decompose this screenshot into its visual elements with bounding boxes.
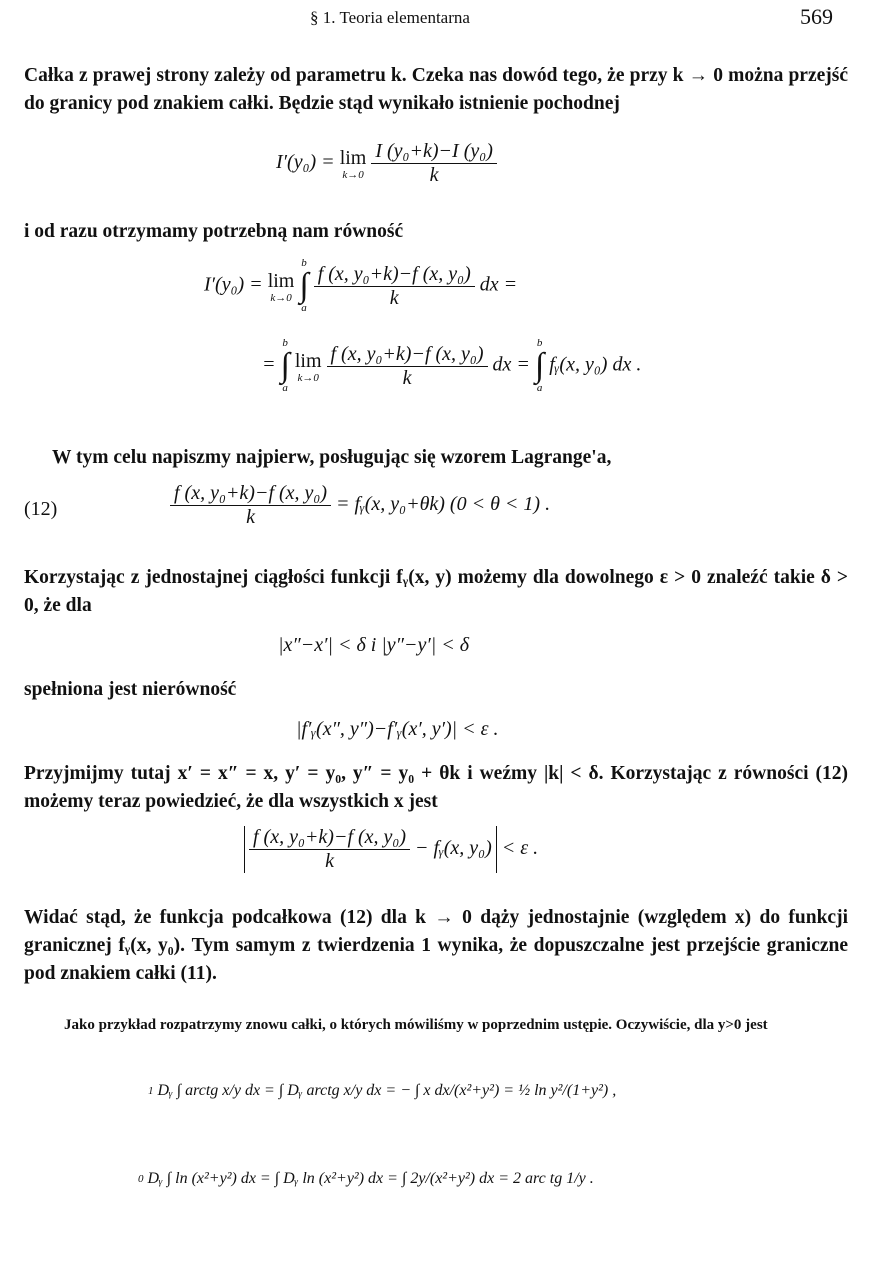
equation-derivative-limit (276, 140, 497, 187)
equation-integral-limit-1 (204, 258, 517, 314)
integral-sign: b ∫ a (299, 257, 309, 314)
lim-text: lim (267, 269, 295, 292)
eq2-fraction (314, 263, 475, 310)
eq2-tail: dx = (479, 273, 518, 296)
eq1-lhs: I′(y₀) = (276, 151, 335, 174)
equation-example-arctg (148, 1082, 616, 1100)
eq8-text: Dᵧ ∫ arctg x/y dx = ∫ Dᵧ arctg x/y dx = − ∫ x dx/(x²+y²) = ½ ln y²/(1+y²) , (157, 1082, 617, 1099)
eq3-tail: dx = (492, 353, 530, 376)
lim-sub: k→0 (270, 291, 292, 304)
eq3-rhs: fᵧ(x, y₀) dx . (549, 353, 642, 376)
paragraph-2: i od razu otrzymamy potrzebną nam równość (24, 221, 404, 242)
lim-sub: k→0 (342, 169, 364, 181)
eq2-denominator: k (389, 286, 399, 309)
eq3-denominator: k (402, 366, 412, 389)
lim-sub: k→0 (297, 371, 319, 384)
eq7-denominator: k (325, 850, 334, 872)
upper-limit: b (301, 257, 307, 269)
paragraph-7: Widać stąd, że funkcja podcałkowa (12) dla k → 0 dąży jednostajnie (względem x) do funkcji granicznej fᵧ(x, y₀). Tym samym z twierdzenia 1 wynika, że dopuszczalne jest przejście graniczne pod znakiem całki (11). (24, 907, 848, 984)
upper-limit: 1 (148, 1084, 154, 1097)
eq4-numerator: f (x, y₀+k)−f (x, y₀) (170, 482, 331, 506)
equation-integral-limit-2 (262, 338, 641, 394)
eq4-denominator: k (246, 506, 255, 528)
eq3-numerator: f (x, y₀+k)−f (x, y₀) (327, 343, 488, 367)
eq2-lhs: I′(y₀) = (204, 273, 263, 296)
eq3-fraction (327, 343, 488, 390)
paragraph-6: Przyjmijmy tutaj x′ = x″ = x, y′ = y₀, y″ = y₀ + θk i weźmy |k| < δ. Korzystając z równości (12) możemy teraz powiedzieć, że dla wszystkich x jest (24, 763, 848, 812)
running-header: § 1. Teoria elementarna (310, 8, 470, 27)
eq2-limit (268, 270, 295, 303)
lower-limit: 0 (138, 1172, 144, 1185)
lower-limit: a (282, 382, 288, 394)
integral-sign (138, 1174, 144, 1185)
eq1-limit (340, 147, 367, 180)
eq7-fraction (249, 826, 410, 873)
absolute-value (244, 826, 497, 873)
page-number: 569 (800, 4, 833, 29)
equation-delta-condition: |x″−x′| < δ i |y″−y′| < δ (278, 634, 470, 656)
upper-limit: b (536, 337, 543, 349)
eq1-denominator: k (429, 164, 439, 186)
eq1-numerator: I (y₀+k)−I (y₀) (371, 140, 497, 164)
eq3-lead: = (262, 353, 276, 376)
equation-example-ln (138, 1170, 594, 1188)
eq7-numerator: f (x, y₀+k)−f (x, y₀) (249, 826, 410, 850)
eq7-tail: < ε . (501, 837, 539, 860)
equation-epsilon-inequality: |f′ᵧ(x″, y″)−f′ᵧ(x′, y′)| < ε . (296, 718, 499, 740)
lim-text: lim (294, 349, 322, 372)
eq7-mid: − fᵧ(x, y₀) (415, 837, 492, 860)
integral-sign (148, 1086, 154, 1097)
lower-limit: a (536, 382, 543, 394)
paragraph-4: Korzystając z jednostajnej ciągłości funkcji fᵧ(x, y) możemy dla dowolnego ε > 0 znaleźć takie δ > 0, że dla (24, 567, 848, 616)
equation-lagrange (170, 482, 550, 529)
eq4-rhs: = fᵧ(x, y₀+θk) (0 < θ < 1) . (336, 493, 551, 516)
paragraph-8-example: Jako przykład rozpatrzymy znowu całki, o których mówiliśmy w poprzednim ustępie. Oczywiście, dla y>0 jest (64, 1017, 768, 1033)
paragraph-1: Całka z prawej strony zależy od parametru k. Czeka nas dowód tego, że przy k → 0 można przejść do granicy pod znakiem całki. Będzie stąd wynikało istnienie pochodnej (24, 65, 848, 114)
eq4-fraction (170, 482, 331, 529)
integral-sign: b ∫ a (280, 337, 290, 394)
equation-uniform-bound (244, 826, 538, 873)
equation-number-12: (12) (24, 498, 58, 520)
integral-sign: b ∫ a (534, 337, 545, 394)
lower-limit: a (301, 302, 307, 314)
upper-limit: b (282, 337, 288, 349)
lim-text: lim (339, 147, 367, 169)
eq2-numerator: f (x, y₀+k)−f (x, y₀) (314, 263, 475, 287)
eq3-limit (295, 350, 322, 383)
paragraph-3: W tym celu napiszmy najpierw, posługując się wzorem Lagrange'a, (52, 447, 612, 468)
eq9-text: Dᵧ ∫ ln (x²+y²) dx = ∫ Dᵧ ln (x²+y²) dx = ∫ 2y/(x²+y²) dx = 2 arc tg 1/y . (147, 1170, 594, 1187)
paragraph-5: spełniona jest nierówność (24, 679, 237, 700)
eq1-fraction (371, 140, 497, 187)
